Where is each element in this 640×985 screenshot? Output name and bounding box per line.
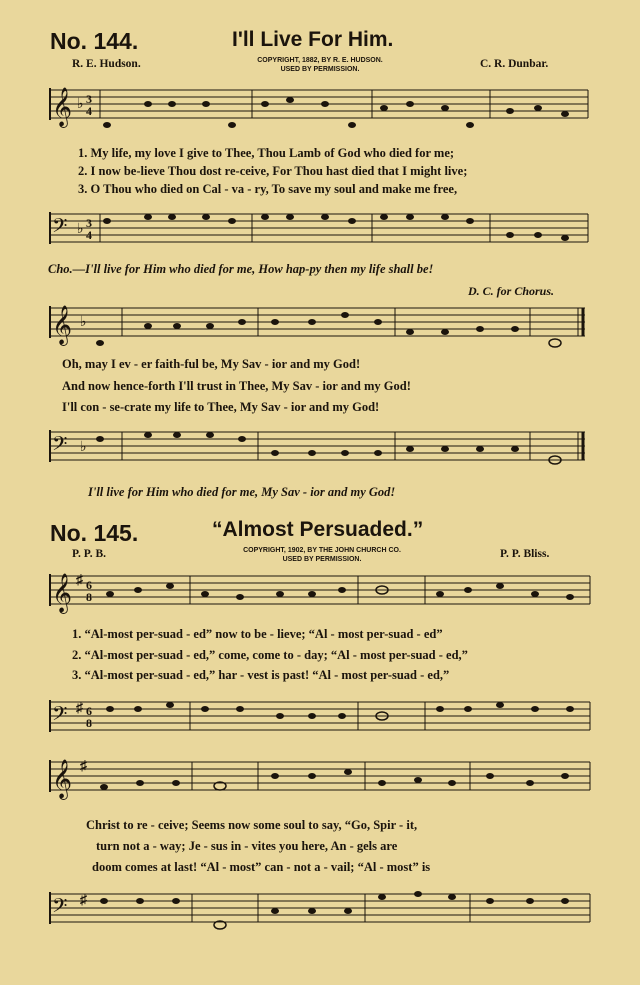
composer-145: P. P. B. xyxy=(72,548,106,560)
hymn-title-144: I'll Live For Him. xyxy=(232,28,394,51)
dc-for-chorus: D. C. for Chorus. xyxy=(468,284,555,298)
treble-staff-system-2 xyxy=(0,298,640,358)
verse-3-line-b-144: I'll con - se-crate my life to Thee, My Sav - ior and my God! xyxy=(62,400,380,414)
verse-3-line-a-144: 3. O Thou who died on Cal - va - ry, To save my soul and make me free, xyxy=(78,182,458,196)
verse-1-line-b-145: Christ to re - ceive; Seems now some soul to say, “Go, Spir - it, xyxy=(86,818,418,832)
bass-text-line-144: I'll live for Him who died for me, My Sav - ior and my God! xyxy=(88,485,396,499)
svg-text:8: 8 xyxy=(86,716,92,730)
author-144: C. R. Dunbar. xyxy=(480,58,549,70)
verse-1-line-a-144: 1. My life, my love I give to Thee, Thou Lamb of God who died for me; xyxy=(78,146,455,160)
svg-text:♯: ♯ xyxy=(80,759,87,774)
svg-text:𝄞: 𝄞 xyxy=(52,573,73,613)
verse-2-line-a-144: 2. I now be-lieve Thou dost re-ceive, For Thou hast died that I might live; xyxy=(78,164,468,178)
svg-text:♭: ♭ xyxy=(77,97,84,112)
permission-line-145: USED BY PERMISSION. xyxy=(282,556,362,563)
svg-text:6: 6 xyxy=(86,704,92,718)
hymn-title-145: “Almost Persuaded.” xyxy=(212,518,424,541)
svg-text:𝄢: 𝄢 xyxy=(52,214,68,242)
svg-text:𝄞: 𝄞 xyxy=(52,305,73,345)
chorus-line-144: Cho.—I'll live for Him who died for me, How hap-py then my life shall be! xyxy=(48,262,434,276)
svg-text:𝄞: 𝄞 xyxy=(52,87,73,127)
composer-144: R. E. Hudson. xyxy=(72,58,141,70)
svg-text:8: 8 xyxy=(86,590,92,604)
verse-2-line-a-145: 2. “Al-most per-suad - ed,” come, come to - day; “Al - most per-suad - ed,” xyxy=(72,648,468,662)
copyright-144 xyxy=(230,56,410,74)
svg-text:3: 3 xyxy=(86,92,92,106)
svg-text:3: 3 xyxy=(86,216,92,230)
verse-3-line-b-145: doom comes at last! “Al - most” can - not a - vail; “Al - most” is xyxy=(92,860,431,874)
copyright-line-145: COPYRIGHT, 1902, BY THE JOHN CHURCH CO. xyxy=(243,547,401,554)
hymn-number-144: No. 144. xyxy=(50,28,139,54)
copyright-145 xyxy=(212,546,432,564)
svg-text:𝄢: 𝄢 xyxy=(52,894,68,922)
svg-text:4: 4 xyxy=(86,104,92,118)
bass-staff-system-2 xyxy=(0,418,640,478)
hymn-number-145: No. 145. xyxy=(50,520,139,546)
svg-text:6: 6 xyxy=(86,578,92,592)
svg-text:𝄢: 𝄢 xyxy=(52,702,68,730)
svg-text:♭: ♭ xyxy=(80,315,87,330)
svg-text:♯: ♯ xyxy=(80,893,87,908)
copyright-line-144: COPYRIGHT, 1882, BY R. E. HUDSON. xyxy=(257,57,383,64)
treble-staff-system-3 xyxy=(0,566,640,626)
permission-line-144: USED BY PERMISSION. xyxy=(280,66,360,73)
svg-text:♭: ♭ xyxy=(80,440,87,455)
bass-staff-system-1 xyxy=(0,200,640,260)
svg-text:♭: ♭ xyxy=(77,222,84,237)
bass-staff-system-3 xyxy=(0,688,640,748)
svg-text:𝄞: 𝄞 xyxy=(52,759,73,799)
svg-text:𝄢: 𝄢 xyxy=(52,432,68,460)
verse-1-line-a-145: 1. “Al-most per-suad - ed” now to be - lieve; “Al - most per-suad - ed” xyxy=(72,627,443,641)
author-145: P. P. Bliss. xyxy=(500,548,550,560)
treble-staff-system-4 xyxy=(0,752,640,812)
verse-1-line-b-144: Oh, may I ev - er faith-ful be, My Sav - ior and my God! xyxy=(62,357,361,371)
verse-2-line-b-144: And now hence-forth I'll trust in Thee, My Sav - ior and my God! xyxy=(62,379,411,393)
svg-text:4: 4 xyxy=(86,228,92,242)
verse-2-line-b-145: turn not a - way; Je - sus in - vites you here, An - gels are xyxy=(96,839,398,853)
bass-staff-system-4 xyxy=(0,880,640,950)
verse-3-line-a-145: 3. “Al-most per-suad - ed,” har - vest is past! “Al - most per-suad - ed,” xyxy=(72,668,450,682)
svg-text:♯: ♯ xyxy=(76,701,83,716)
svg-text:♯: ♯ xyxy=(76,573,83,588)
